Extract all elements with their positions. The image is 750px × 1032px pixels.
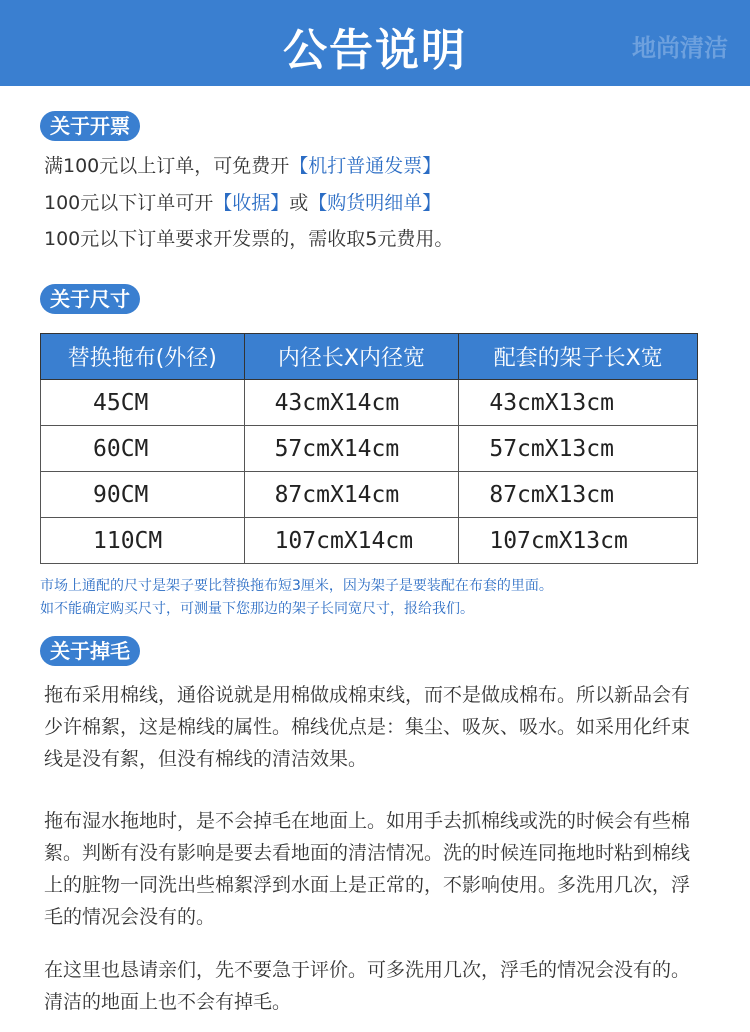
invoice-line-2-highlight-receipt: 【收据】 bbox=[213, 192, 290, 214]
page-title: 公告说明 bbox=[283, 25, 467, 76]
table-cell: 57cmX14cm bbox=[244, 426, 459, 472]
shedding-paragraph-2: 拖布湿水拖地时，是不会掉毛在地面上。如用手去抓棉线或洗的时候会有些棉絮。判断有没有影响是要去看地面的清洁情况。洗的时候连同拖地时粘到棉线上的脏物一同洗出些棉絮浮到水面上是正常的，不影响使用。多洗用几次，浮毛的情况会没有的。 bbox=[44, 810, 691, 928]
size-section-heading: 关于尺寸 bbox=[40, 284, 140, 314]
table-cell: 45CM bbox=[41, 380, 245, 426]
invoice-section-heading: 关于开票 bbox=[40, 111, 140, 141]
size-table-header: 内径长X内径宽 bbox=[244, 334, 459, 380]
table-cell: 87cmX13cm bbox=[459, 472, 698, 518]
shedding-section-heading: 关于掉毛 bbox=[40, 636, 140, 666]
table-row bbox=[41, 380, 698, 426]
table-cell: 87cmX14cm bbox=[244, 472, 459, 518]
invoice-line-2-highlight-detail: 【购货明细单】 bbox=[308, 192, 442, 214]
table-cell: 57cmX13cm bbox=[459, 426, 698, 472]
header-banner bbox=[0, 0, 750, 86]
size-table-header: 替换拖布(外径) bbox=[41, 334, 245, 380]
invoice-line-2-text: 100元以下订单可开 bbox=[44, 192, 214, 214]
table-cell: 107cmX13cm bbox=[459, 518, 698, 564]
invoice-line-1-text: 满100元以上订单，可免费开 bbox=[44, 155, 290, 177]
invoice-line-1 bbox=[44, 153, 441, 179]
shedding-paragraph-1: 拖布采用棉线，通俗说就是用棉做成棉束线，而不是做成棉布。所以新品会有少许棉絮，这是棉线的属性。棉线优点是：集尘、吸灰、吸水。如采用化纤束线是没有絮，但没有棉线的清洁效果。 bbox=[44, 684, 691, 770]
table-cell: 43cmX14cm bbox=[244, 380, 459, 426]
size-table bbox=[40, 333, 698, 564]
table-cell: 107cmX14cm bbox=[244, 518, 459, 564]
shedding-paragraph-3: 在这里也恳请亲们，先不要急于评价。可多洗用几次，浮毛的情况会没有的。清洁的地面上也不会有掉毛。 bbox=[44, 959, 691, 1013]
invoice-line-2 bbox=[44, 190, 441, 216]
size-table-header-row bbox=[41, 334, 698, 380]
size-note-2: 如不能确定购买尺寸，可测量下您那边的架子长同宽尺寸，报给我们。 bbox=[40, 601, 474, 617]
size-note-1: 市场上通配的尺寸是架子要比替换拖布短3厘米，因为架子是要装配在布套的里面。 bbox=[40, 578, 553, 594]
table-row bbox=[41, 518, 698, 564]
table-row bbox=[41, 472, 698, 518]
invoice-line-2-or: 或 bbox=[289, 192, 309, 214]
invoice-line-3: 100元以下订单要求开发票的，需收取5元费用。 bbox=[44, 228, 454, 250]
table-cell: 43cmX13cm bbox=[459, 380, 698, 426]
invoice-line-1-highlight: 【机打普通发票】 bbox=[289, 155, 442, 177]
table-cell: 90CM bbox=[41, 472, 245, 518]
table-cell: 60CM bbox=[41, 426, 245, 472]
table-row bbox=[41, 426, 698, 472]
size-table-header: 配套的架子长X宽 bbox=[459, 334, 698, 380]
brand-watermark: 地尚清洁 bbox=[632, 34, 728, 62]
table-cell: 110CM bbox=[41, 518, 245, 564]
